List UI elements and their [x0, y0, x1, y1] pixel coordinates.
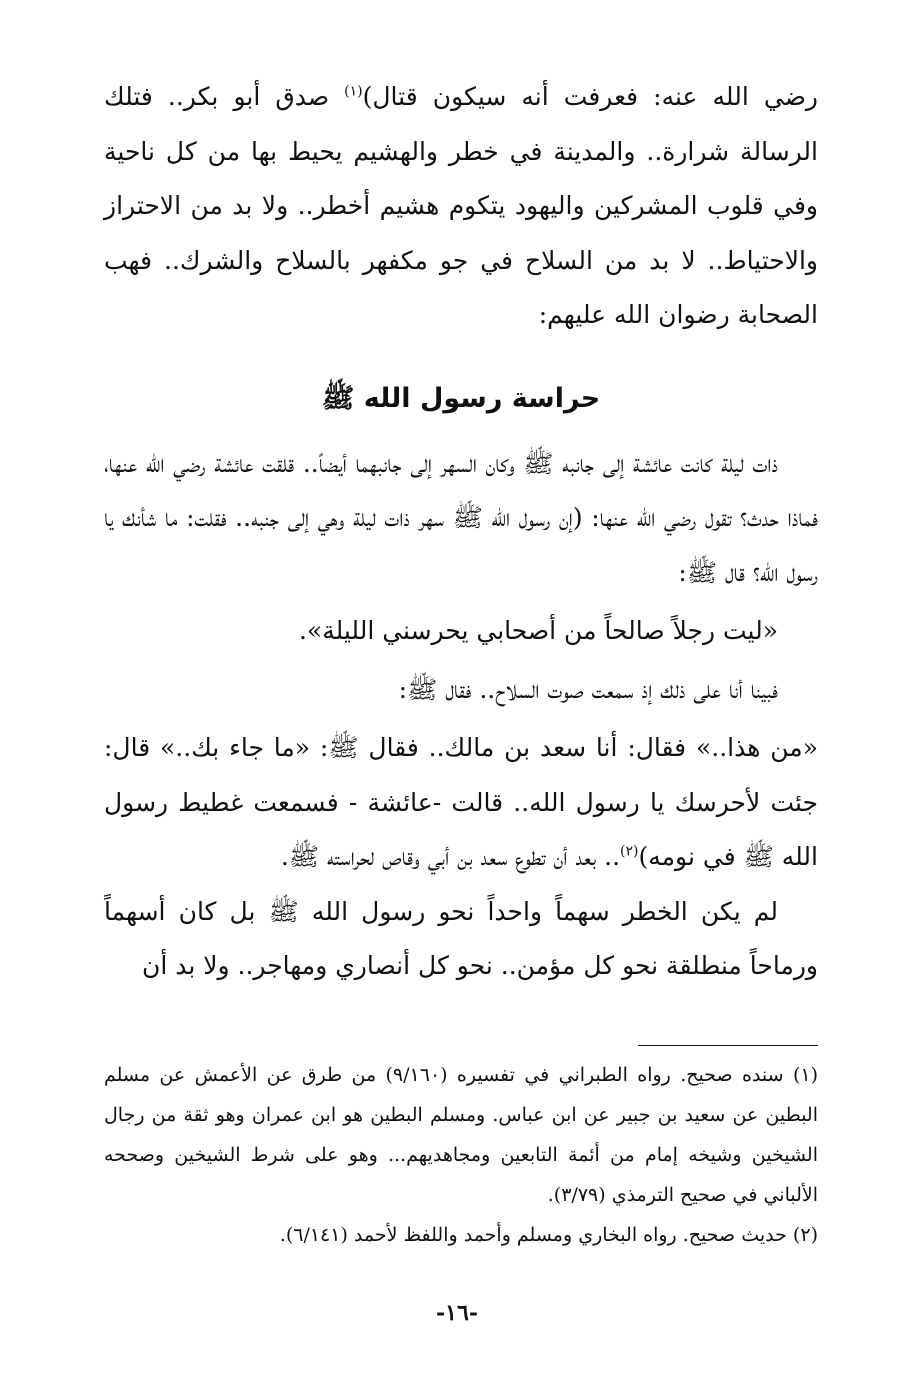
paragraph-2-rest: .. بعد أن تطوع سعد بن أبي وقاص لحراسته ﷺ.: [280, 842, 621, 871]
footnotes: [104, 1055, 818, 1255]
intro-text-rest: صدق أبو بكر.. فتلك الرسالة شرارة.. والمدينة في خطر والهشيم يحيط بها من كل ناحية وفي قلوب المشركين واليهود يتكوم هشيم أخطر.. ولا بد من الاحتراز والاحتياط.. لا بد من السلاح في جو مكفهر بالسلاح والشرك.. فهب الصحابة رضوان الله عليهم:: [104, 82, 818, 329]
quote-1: «ليت رجلاً صالحاً من أصحابي يحرسني الليلة».: [298, 616, 778, 645]
intro-paragraph: [104, 70, 818, 343]
page-number: -١٦-: [436, 1300, 478, 1326]
page-body: [104, 70, 818, 994]
section-title: حراسة رسول الله ﷺ: [321, 382, 601, 414]
footnote-divider: [638, 1045, 818, 1046]
paragraph-1: ذات ليلة كانت عائشة إلى جانبه ﷺ وكان السهر إلى جانبهما أيضاً.. قلقت عائشة رضي الله عنها، فماذا حدث؟ تقول رضي الله عنها: (إن رسول الله ﷺ سهر ذات ليلة وهي إلى جنبه.. فقلت: ما شأنك يا رسول الله؟ قال ﷺ:: [104, 448, 818, 587]
paragraph-2-text: «من هذا..» فقال: أنا سعد بن مالك.. فقال ﷺ: «ما جاء بك..» قال: جئت لأحرسك يا رسول الله.. قالت -عائشة - فسمعت غطيط رسول الله ﷺ في نومه): [104, 733, 818, 871]
footnote-ref-1[interactable]: (١): [344, 83, 363, 100]
paragraph-3: لم يكن الخطر سهماً واحداً نحو رسول الله ﷺ بل كان أسهماً ورماحاً منطلقة نحو كل مؤمن.. نحو كل أنصاري ومهاجر.. ولا بد أن: [104, 896, 818, 980]
quote-2: فبينا أنا على ذلك إذ سمعت صوت السلاح.. فقال ﷺ:: [398, 674, 778, 704]
intro-text: رضي الله عنه: فعرفت أنه سيكون قتال): [362, 82, 818, 111]
paragraph-2: [104, 721, 818, 885]
footnote-2: (٢) حديث صحيح. رواه البخاري ومسلم وأحمد واللفظ لأحمد (٦/١٤١).: [279, 1224, 818, 1246]
footnote-1: (١) سنده صحيح. رواه الطبراني في تفسيره (٩/١٦٠) من طرق عن الأعمش عن مسلم البطين عن سعيد بن جبير عن ابن عباس. ومسلم البطين هو ابن عمران وهو ثقة من رجال الشيخين وشيخه إمام من أئمة التابعين ومجاهديهم... وهو على شرط الشيخين وصححه الألباني في صحيح الترمذي (٣/٧٩).: [104, 1064, 818, 1206]
footnote-ref-2[interactable]: (٢): [620, 843, 639, 860]
